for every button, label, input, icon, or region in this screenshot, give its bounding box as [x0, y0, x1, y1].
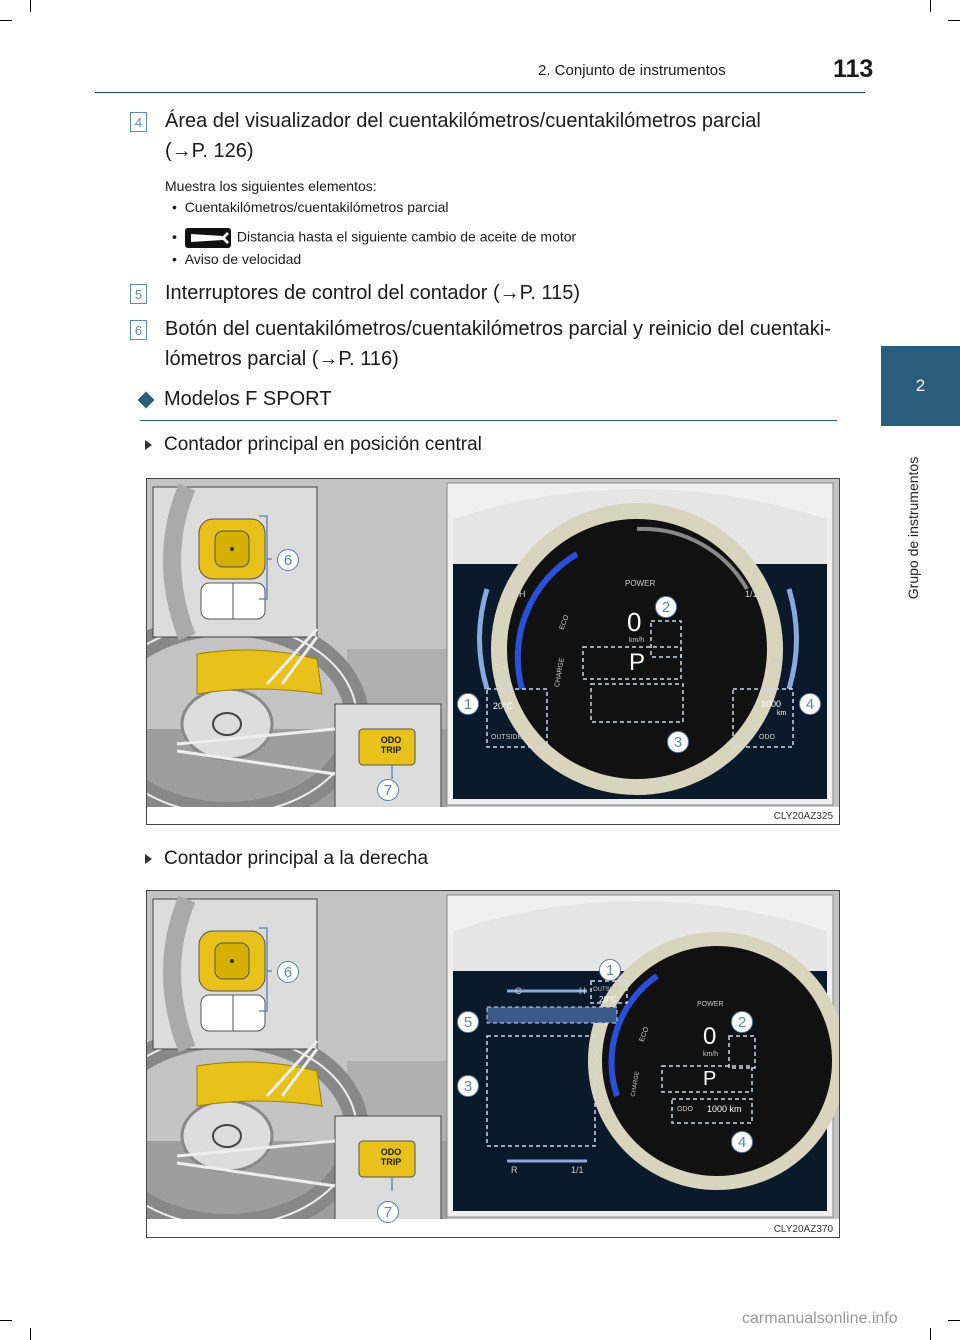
item-4-ref: (→P. 126) [165, 140, 254, 162]
wrench-icon [185, 228, 231, 248]
section-title [140, 388, 331, 411]
triangle-icon [145, 440, 152, 450]
header-rule [95, 92, 865, 93]
figure-code: CLY20AZ325 [773, 811, 833, 822]
odo-unit: km [777, 710, 787, 717]
odo-value: 1000 [761, 699, 782, 709]
callout-1: 1 [599, 959, 621, 981]
temp-unit: °C [607, 995, 617, 1004]
callout-3: 3 [457, 1075, 479, 1097]
gear-indicator: P [629, 649, 646, 676]
odo-value: 1000 [707, 1104, 728, 1114]
odo-label: ODO [759, 734, 775, 741]
speed-value: 0 [703, 1023, 717, 1050]
crop-mark [948, 20, 960, 21]
temp-h-label: H [519, 589, 526, 599]
temp-value: 20 [493, 701, 504, 711]
subheading-text: Contador principal a la derecha [164, 848, 429, 869]
bullet-text: Cuentakilómetros/cuentakilómetros parcial [184, 199, 449, 215]
callout-5: 5 [457, 1011, 479, 1033]
item-4-title: Área del visualizador del cuentakilómetros/cuentakilómetros parcial [165, 110, 761, 132]
charge-label: CHARGE [630, 1070, 642, 1098]
item-6-title-cont: lómetros parcial (→P. 116) [165, 348, 399, 370]
outside-label: OUTSIDE [491, 734, 523, 741]
item-5-title: Interruptores de control del contador (→P. 115) [165, 282, 581, 304]
figure-code: CLY20AZ370 [773, 1224, 833, 1235]
fuel-r-label: R [511, 1165, 518, 1175]
speed-unit: km/h [703, 1051, 719, 1058]
crop-mark [948, 1320, 960, 1321]
fuel-r-label: R [771, 657, 778, 667]
button-label: TRIP [380, 745, 402, 755]
callout-2: 2 [731, 1011, 753, 1033]
callout-4: 4 [799, 693, 821, 715]
callout-6: 6 [277, 961, 299, 983]
figure-illustration [147, 479, 839, 824]
crop-mark [0, 1320, 12, 1321]
odo-reading [707, 1104, 742, 1114]
figure-cluster-center [146, 478, 840, 825]
odo-trip-button [368, 1147, 414, 1167]
eco-label: ECO [638, 1026, 651, 1043]
charge-label: CHARGE [553, 657, 567, 688]
power-label: POWER [697, 1001, 724, 1008]
eco-label: ECO [558, 614, 571, 631]
button-label: ODO [380, 1147, 402, 1157]
subheading-right [145, 848, 428, 870]
callout-4: 4 [731, 1131, 753, 1153]
section-rule [140, 420, 837, 421]
outside-temp [599, 995, 617, 1004]
chapter-number: 2 [915, 376, 926, 395]
temp-value: 20 [599, 995, 608, 1004]
crop-mark [30, 0, 31, 12]
speed-unit: km/h [629, 637, 645, 644]
triangle-icon [145, 854, 152, 864]
item-number-5: 5 [130, 284, 147, 304]
bullet-item: • Aviso de velocidad [172, 251, 302, 267]
power-label: POWER [625, 579, 656, 588]
gear-indicator: P [703, 1068, 717, 1090]
subheading-text: Contador principal en posición central [164, 434, 482, 455]
diamond-icon [138, 391, 155, 408]
watermark: carmanualsonline.info [742, 1310, 898, 1327]
speed-value: 0 [627, 607, 642, 637]
crop-mark [930, 0, 931, 12]
temp-unit: °C [503, 701, 514, 711]
item-4-description: Muestra los siguientes elementos: [165, 178, 377, 194]
crop-mark [930, 1328, 931, 1340]
section-title-text: Modelos F SPORT [164, 388, 332, 410]
chapter-tab [881, 346, 960, 426]
fuel-full-label: 1/1 [571, 1165, 584, 1175]
figure-cluster-right [146, 890, 840, 1238]
item-number-4: 4 [130, 112, 147, 132]
odo-trip-button [368, 735, 414, 755]
button-label: TRIP [380, 1157, 402, 1167]
subheading-center [145, 434, 482, 456]
button-label: ODO [380, 735, 402, 745]
chapter-side-label [905, 438, 925, 618]
temp-c-label: C [499, 657, 506, 667]
odo-label: ODO [677, 1106, 693, 1113]
callout-7: 7 [377, 779, 399, 801]
bullet-item: • Distancia hasta el siguiente cambio de aceite de motor [172, 228, 576, 248]
crop-mark [30, 1328, 31, 1340]
page-number: 113 [833, 55, 874, 83]
callout-1: 1 [457, 693, 479, 715]
bullet-text: Distancia hasta el siguiente cambio de aceite de motor [236, 228, 577, 245]
temp-h-label: H [579, 986, 586, 996]
callout-7: 7 [377, 1201, 399, 1223]
item-number-6: 6 [130, 320, 147, 340]
odo-unit: km [729, 1104, 742, 1114]
crop-mark [0, 20, 12, 21]
bullet-item: • Cuentakilómetros/cuentakilómetros parcial [172, 199, 449, 215]
outside-label: OUTSIDE [593, 987, 620, 993]
outside-temp [493, 701, 513, 711]
temp-c-label: C [515, 986, 522, 996]
running-header: 2. Conjunto de instrumentos [538, 62, 726, 79]
bullet-text: Aviso de velocidad [184, 251, 302, 267]
chapter-side-label-text: Grupo de instrumentos [905, 456, 921, 600]
callout-6: 6 [277, 549, 299, 571]
item-6-title: Botón del cuentakilómetros/cuentakilómetros parcial y reinicio del cuentaki- [165, 318, 831, 340]
callout-2: 2 [655, 596, 677, 618]
callout-3: 3 [667, 731, 689, 753]
fuel-full-label: 1/1 [745, 589, 758, 599]
figure-illustration [147, 891, 839, 1237]
